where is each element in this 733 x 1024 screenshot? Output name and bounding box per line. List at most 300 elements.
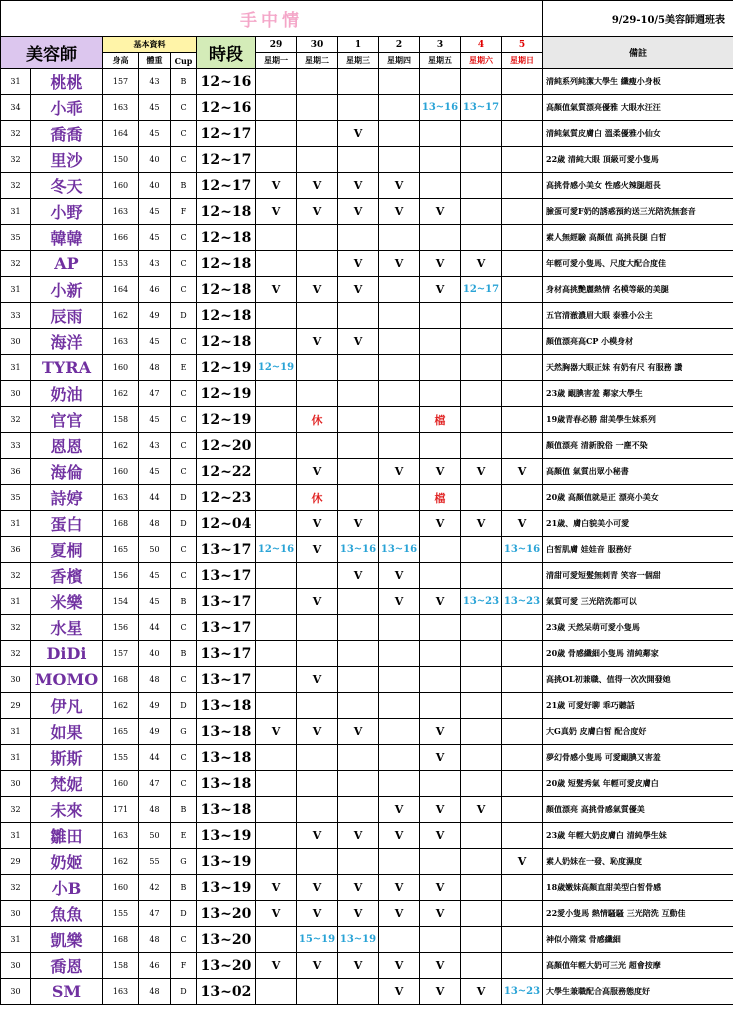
day-cell <box>338 615 379 641</box>
day-cell: 13~16 <box>338 537 379 563</box>
day-cell <box>256 95 297 121</box>
day-date-7: 5 <box>502 37 543 53</box>
day-cell <box>256 303 297 329</box>
note-cell: 五官清澈濃眉大眼 泰雅小公主 <box>543 303 733 329</box>
day-date-2: 30 <box>297 37 338 53</box>
slot-cell: 12~17 <box>197 173 256 199</box>
day-cell: V <box>297 459 338 485</box>
slot-cell: 12~20 <box>197 433 256 459</box>
age-cell: 33 <box>1 303 31 329</box>
note-cell: 18歲嫩妹高顏直甜美型白皙骨感 <box>543 875 733 901</box>
day-cell <box>461 745 502 771</box>
weight-cell: 44 <box>139 615 171 641</box>
day-cell <box>461 641 502 667</box>
slot-cell: 13~17 <box>197 537 256 563</box>
day-cell: V <box>420 823 461 849</box>
day-cell <box>502 251 543 277</box>
day-cell <box>297 979 338 1005</box>
day-cell: V <box>502 849 543 875</box>
height-cell: 166 <box>103 225 139 251</box>
day-cell: V <box>297 953 338 979</box>
table-row <box>1 121 733 147</box>
note-cell: 23歲 天然呆萌可愛小隻馬 <box>543 615 733 641</box>
cup-cell: C <box>171 329 197 355</box>
day-cell: V <box>338 511 379 537</box>
cup-cell: C <box>171 459 197 485</box>
note-cell: 高顏值 氣質出眾小秘書 <box>543 459 733 485</box>
table-row <box>1 641 733 667</box>
height-cell: 171 <box>103 797 139 823</box>
age-cell: 31 <box>1 199 31 225</box>
day-cell <box>502 667 543 693</box>
day-cell <box>420 355 461 381</box>
age-cell: 30 <box>1 953 31 979</box>
slot-cell: 13~02 <box>197 979 256 1005</box>
day-cell <box>256 641 297 667</box>
day-cell <box>297 95 338 121</box>
note-cell: 高顏值年輕大奶可三光 超會按摩 <box>543 953 733 979</box>
height-cell: 162 <box>103 303 139 329</box>
table-row <box>1 823 733 849</box>
table-row <box>1 303 733 329</box>
day-cell <box>256 771 297 797</box>
day-cell <box>461 667 502 693</box>
day-cell <box>256 563 297 589</box>
cup-cell: D <box>171 303 197 329</box>
height-cell: 158 <box>103 953 139 979</box>
day-cell <box>461 537 502 563</box>
height-cell: 162 <box>103 693 139 719</box>
day-cell <box>420 225 461 251</box>
name-cell: 如果 <box>31 719 103 745</box>
column-header-slot: 時段 <box>197 37 256 69</box>
age-cell: 31 <box>1 927 31 953</box>
slot-cell: 13~20 <box>197 927 256 953</box>
day-cell: V <box>297 667 338 693</box>
day-cell: V <box>297 875 338 901</box>
day-cell <box>502 381 543 407</box>
height-cell: 168 <box>103 927 139 953</box>
table-row <box>1 251 733 277</box>
day-cell: 12~16 <box>256 537 297 563</box>
day-cell: V <box>338 875 379 901</box>
day-cell <box>461 771 502 797</box>
day-cell <box>420 849 461 875</box>
day-cell <box>256 745 297 771</box>
age-cell: 32 <box>1 407 31 433</box>
height-cell: 154 <box>103 589 139 615</box>
day-cell <box>297 225 338 251</box>
day-cell <box>256 693 297 719</box>
name-cell: 夏桐 <box>31 537 103 563</box>
day-cell <box>338 95 379 121</box>
age-cell: 31 <box>1 719 31 745</box>
slot-cell: 12~18 <box>197 277 256 303</box>
weight-cell: 50 <box>139 537 171 563</box>
cup-cell: F <box>171 199 197 225</box>
day-cell: V <box>297 537 338 563</box>
day-cell <box>338 147 379 173</box>
name-cell: 雛田 <box>31 823 103 849</box>
weight-cell: 43 <box>139 433 171 459</box>
slot-cell: 12~23 <box>197 485 256 511</box>
day-week-4: 星期四 <box>379 53 420 69</box>
slot-cell: 12~04 <box>197 511 256 537</box>
day-cell: V <box>420 459 461 485</box>
day-cell <box>502 615 543 641</box>
day-cell <box>379 667 420 693</box>
table-row <box>1 745 733 771</box>
name-cell: 小B <box>31 875 103 901</box>
slot-cell: 12~19 <box>197 355 256 381</box>
day-cell <box>379 329 420 355</box>
day-cell <box>379 849 420 875</box>
day-cell: V <box>338 823 379 849</box>
table-row <box>1 329 733 355</box>
day-cell <box>379 147 420 173</box>
day-cell <box>461 407 502 433</box>
day-cell: 12~19 <box>256 355 297 381</box>
day-cell: 15~19 <box>297 927 338 953</box>
table-row <box>1 719 733 745</box>
day-cell <box>256 147 297 173</box>
note-cell: 素人奶妹在一發、恥度濕度 <box>543 849 733 875</box>
table-row <box>1 199 733 225</box>
slot-cell: 12~17 <box>197 147 256 173</box>
day-week-7: 星期日 <box>502 53 543 69</box>
height-cell: 163 <box>103 329 139 355</box>
name-cell: 水星 <box>31 615 103 641</box>
day-cell <box>420 69 461 95</box>
weight-cell: 40 <box>139 641 171 667</box>
day-cell: V <box>338 121 379 147</box>
day-cell <box>420 433 461 459</box>
day-cell <box>256 511 297 537</box>
day-cell <box>502 693 543 719</box>
day-cell <box>297 381 338 407</box>
age-cell: 31 <box>1 355 31 381</box>
age-cell: 30 <box>1 329 31 355</box>
slot-cell: 12~18 <box>197 329 256 355</box>
age-cell: 31 <box>1 745 31 771</box>
day-cell <box>256 979 297 1005</box>
age-cell: 30 <box>1 979 31 1005</box>
day-cell <box>379 95 420 121</box>
name-cell: TYRA <box>31 355 103 381</box>
table-row <box>1 771 733 797</box>
day-cell <box>256 485 297 511</box>
slot-cell: 13~17 <box>197 589 256 615</box>
day-cell <box>461 849 502 875</box>
table-row <box>1 407 733 433</box>
day-cell <box>420 693 461 719</box>
slot-cell: 13~17 <box>197 641 256 667</box>
day-cell: V <box>338 173 379 199</box>
day-cell: V <box>379 589 420 615</box>
day-cell <box>379 511 420 537</box>
day-cell <box>502 745 543 771</box>
slot-cell: 13~18 <box>197 693 256 719</box>
day-cell <box>297 147 338 173</box>
age-cell: 36 <box>1 459 31 485</box>
day-cell <box>502 69 543 95</box>
cup-cell: B <box>171 641 197 667</box>
day-cell <box>502 303 543 329</box>
note-cell: 白皙肌膚 娃娃音 服務好 <box>543 537 733 563</box>
day-cell: V <box>420 979 461 1005</box>
age-cell: 32 <box>1 251 31 277</box>
slot-cell: 12~19 <box>197 407 256 433</box>
cup-cell: G <box>171 849 197 875</box>
day-cell <box>502 355 543 381</box>
name-cell: 梵妮 <box>31 771 103 797</box>
day-date-6: 4 <box>461 37 502 53</box>
height-cell: 163 <box>103 199 139 225</box>
table-row <box>1 69 733 95</box>
day-cell <box>461 563 502 589</box>
note-cell: 氣質可愛 三光陪洗都可以 <box>543 589 733 615</box>
day-cell: V <box>338 901 379 927</box>
day-cell <box>297 69 338 95</box>
day-cell <box>338 433 379 459</box>
age-cell: 32 <box>1 641 31 667</box>
day-cell <box>338 667 379 693</box>
table-row <box>1 381 733 407</box>
height-cell: 156 <box>103 563 139 589</box>
age-cell: 32 <box>1 875 31 901</box>
weight-cell: 47 <box>139 381 171 407</box>
day-cell <box>502 407 543 433</box>
weight-cell: 47 <box>139 901 171 927</box>
age-cell: 35 <box>1 225 31 251</box>
cup-cell: F <box>171 953 197 979</box>
day-cell <box>461 615 502 641</box>
cup-cell: C <box>171 251 197 277</box>
day-cell <box>420 615 461 641</box>
day-cell <box>256 407 297 433</box>
day-cell: V <box>420 589 461 615</box>
weight-cell: 48 <box>139 355 171 381</box>
table-row <box>1 459 733 485</box>
day-cell <box>502 771 543 797</box>
table-row <box>1 927 733 953</box>
note-cell: 20歲 高顏值就是正 漂亮小美女 <box>543 485 733 511</box>
day-cell <box>379 121 420 147</box>
name-cell: 小乖 <box>31 95 103 121</box>
note-cell: 清純氣質皮膚白 溫柔優雅小仙女 <box>543 121 733 147</box>
name-cell: 香檳 <box>31 563 103 589</box>
slot-cell: 12~19 <box>197 381 256 407</box>
day-cell <box>379 277 420 303</box>
height-cell: 157 <box>103 69 139 95</box>
day-cell <box>420 381 461 407</box>
name-cell: 凱樂 <box>31 927 103 953</box>
day-cell <box>379 303 420 329</box>
day-cell: V <box>461 251 502 277</box>
weight-cell: 48 <box>139 511 171 537</box>
note-cell: 高挑OL初兼職、值得一次次開發她 <box>543 667 733 693</box>
day-cell <box>502 225 543 251</box>
weight-cell: 49 <box>139 303 171 329</box>
age-cell: 29 <box>1 849 31 875</box>
note-cell: 19歲青春必勝 甜美學生妹系列 <box>543 407 733 433</box>
cup-cell: B <box>171 875 197 901</box>
age-cell: 31 <box>1 823 31 849</box>
weight-cell: 45 <box>139 459 171 485</box>
day-cell: V <box>420 901 461 927</box>
day-cell <box>297 433 338 459</box>
day-cell: V <box>338 199 379 225</box>
day-cell: V <box>420 797 461 823</box>
day-cell: V <box>420 745 461 771</box>
day-cell: V <box>256 719 297 745</box>
cup-cell: C <box>171 225 197 251</box>
name-cell: 伊凡 <box>31 693 103 719</box>
age-cell: 32 <box>1 563 31 589</box>
day-cell <box>502 641 543 667</box>
name-cell: 米樂 <box>31 589 103 615</box>
table-row <box>1 147 733 173</box>
day-cell <box>420 667 461 693</box>
table-row <box>1 615 733 641</box>
day-cell <box>502 875 543 901</box>
day-cell: V <box>297 329 338 355</box>
note-cell: 高挑骨感小美女 性感火辣腿超長 <box>543 173 733 199</box>
day-cell: V <box>338 329 379 355</box>
day-cell: V <box>297 277 338 303</box>
day-cell <box>338 745 379 771</box>
cup-cell: B <box>171 69 197 95</box>
weight-cell: 40 <box>139 147 171 173</box>
note-cell: 20歲 骨感纖細小隻馬 清純鄰家 <box>543 641 733 667</box>
height-cell: 162 <box>103 433 139 459</box>
height-cell: 163 <box>103 823 139 849</box>
table-row <box>1 979 733 1005</box>
day-cell: V <box>420 199 461 225</box>
day-cell: V <box>461 979 502 1005</box>
note-cell: 20歲 短髮秀氣 年輕可愛皮膚白 <box>543 771 733 797</box>
weight-cell: 48 <box>139 927 171 953</box>
day-cell: V <box>338 719 379 745</box>
note-cell: 顏值漂亮高CP 小模身材 <box>543 329 733 355</box>
day-cell <box>461 693 502 719</box>
name-cell: 海倫 <box>31 459 103 485</box>
age-cell: 34 <box>1 95 31 121</box>
cup-cell: C <box>171 381 197 407</box>
day-cell <box>502 927 543 953</box>
day-cell <box>338 485 379 511</box>
day-cell <box>338 459 379 485</box>
weight-cell: 45 <box>139 563 171 589</box>
day-cell <box>420 771 461 797</box>
day-cell: V <box>461 797 502 823</box>
note-cell: 21歲、膚白貌美小可愛 <box>543 511 733 537</box>
day-cell: V <box>297 199 338 225</box>
weight-cell: 45 <box>139 95 171 121</box>
day-cell <box>461 953 502 979</box>
day-cell <box>420 563 461 589</box>
day-cell: V <box>256 875 297 901</box>
slot-cell: 13~19 <box>197 875 256 901</box>
day-cell <box>338 797 379 823</box>
age-cell: 31 <box>1 277 31 303</box>
day-week-5: 星期五 <box>420 53 461 69</box>
day-cell <box>420 927 461 953</box>
day-cell: V <box>297 173 338 199</box>
weight-cell: 40 <box>139 173 171 199</box>
cup-cell: E <box>171 355 197 381</box>
day-cell <box>379 693 420 719</box>
day-cell <box>502 485 543 511</box>
day-cell <box>338 641 379 667</box>
note-cell: 身材高挑艷麗熱情 名模等級的美腿 <box>543 277 733 303</box>
day-cell: V <box>297 823 338 849</box>
day-cell <box>420 147 461 173</box>
cup-cell: C <box>171 927 197 953</box>
cup-cell: D <box>171 979 197 1005</box>
day-cell <box>256 849 297 875</box>
table-row <box>1 953 733 979</box>
day-cell <box>256 589 297 615</box>
day-week-6: 星期六 <box>461 53 502 69</box>
day-cell: V <box>338 563 379 589</box>
day-cell <box>379 225 420 251</box>
table-row <box>1 849 733 875</box>
cup-cell: D <box>171 901 197 927</box>
day-cell: V <box>379 953 420 979</box>
note-cell: 年輕可愛小隻馬、尺度大配合度佳 <box>543 251 733 277</box>
weight-cell: 45 <box>139 199 171 225</box>
note-cell: 大G真奶 皮膚白皙 配合度好 <box>543 719 733 745</box>
day-cell: V <box>379 199 420 225</box>
day-cell <box>379 355 420 381</box>
weight-cell: 48 <box>139 797 171 823</box>
day-cell <box>461 121 502 147</box>
slot-cell: 13~17 <box>197 615 256 641</box>
height-cell: 163 <box>103 485 139 511</box>
day-cell <box>420 641 461 667</box>
table-row <box>1 901 733 927</box>
age-cell: 32 <box>1 147 31 173</box>
weight-cell: 49 <box>139 719 171 745</box>
day-cell <box>338 407 379 433</box>
height-cell: 160 <box>103 355 139 381</box>
day-cell <box>461 719 502 745</box>
note-cell: 清純系列純潔大學生 纖瘦小身板 <box>543 69 733 95</box>
cup-cell: C <box>171 667 197 693</box>
cup-cell: D <box>171 511 197 537</box>
weight-cell: 45 <box>139 121 171 147</box>
day-cell <box>297 693 338 719</box>
weight-cell: 45 <box>139 589 171 615</box>
column-header-height: 身高 <box>103 53 139 69</box>
column-header-note: 備註 <box>543 37 733 69</box>
cup-cell: G <box>171 719 197 745</box>
age-cell: 35 <box>1 485 31 511</box>
day-cell <box>379 745 420 771</box>
day-cell <box>338 225 379 251</box>
day-cell: V <box>420 875 461 901</box>
weight-cell: 48 <box>139 979 171 1005</box>
name-cell: 桃桃 <box>31 69 103 95</box>
weight-cell: 55 <box>139 849 171 875</box>
table-row <box>1 589 733 615</box>
table-row <box>1 433 733 459</box>
height-cell: 164 <box>103 277 139 303</box>
day-cell <box>256 927 297 953</box>
day-cell <box>338 381 379 407</box>
day-cell: 13~19 <box>338 927 379 953</box>
